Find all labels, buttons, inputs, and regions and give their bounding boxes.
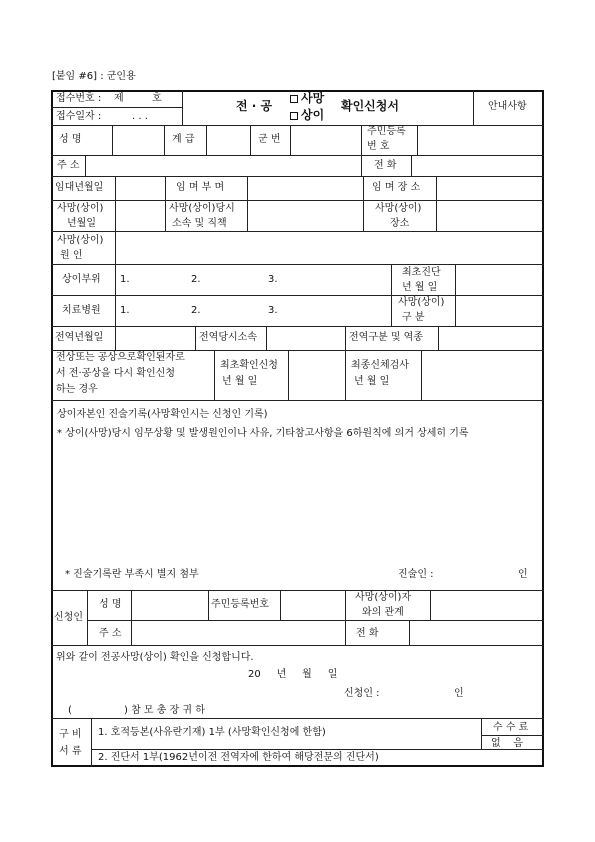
option-death[interactable]: 사망 <box>290 92 324 106</box>
death-date-label-2: 년월일 <box>67 218 96 229</box>
form-title-prefix: 전 · 공 <box>236 99 273 113</box>
form-title-suffix: 확인신청서 <box>341 99 399 113</box>
death-unit-field[interactable] <box>248 201 362 230</box>
rank-field[interactable] <box>207 126 249 154</box>
service-no-label: 군 번 <box>258 134 281 145</box>
applicant-phone-label: 전 화 <box>356 628 379 639</box>
stater-name-field[interactable] <box>440 566 512 582</box>
documents-label-2: 서 류 <box>59 746 82 757</box>
recipient-label: ) 참 모 총 장 귀 하 <box>124 705 205 716</box>
recipient-open: ( <box>68 705 72 716</box>
applicant-resident-no-label: 주민등록번호 <box>211 599 269 610</box>
declaration-seal: 인 <box>454 688 464 699</box>
receipt-date-label: 접수일자 : <box>56 111 102 122</box>
receipt-no-suffix: 호 <box>152 93 162 104</box>
service-no-field[interactable] <box>291 126 360 154</box>
statement-field[interactable] <box>56 444 540 564</box>
stater-label: 진술인 : <box>398 569 434 580</box>
death-date-label-1: 사망(상이) <box>57 203 104 214</box>
enlist-date-field[interactable] <box>116 177 164 199</box>
first-confirm-label-2: 년 월 일 <box>222 376 258 387</box>
statement-note: * 상이(사망)당시 임무상황 및 발생원인이나 사유, 기타참고사항을 6하원칙에 의거 상세히 기록 <box>57 428 469 439</box>
hospital-label: 치료병원 <box>62 305 101 316</box>
enlist-unit-label: 임 며 부 며 <box>176 182 225 193</box>
death-unit-label-1: 사망(상이)당시 <box>169 203 235 214</box>
address-label: 주 소 <box>57 160 80 171</box>
resident-no-label-2: 번 호 <box>367 141 390 152</box>
injury-part-3: 3. <box>268 274 278 285</box>
attachment-label: [붙임 #6] : 군인용 <box>52 71 136 82</box>
declaration-text: 위와 같이 전공사망(상이) 확인을 신청합니다. <box>56 652 254 663</box>
first-diagnosis-field[interactable] <box>456 265 542 294</box>
discharge-unit-label: 전역당시소속 <box>199 332 257 343</box>
guide-label: 안내사항 <box>488 101 527 112</box>
reapply-label-3: 하는 경우 <box>56 384 98 395</box>
death-type-label-1: 사망(상이) <box>398 297 445 308</box>
first-diagnosis-label-1: 최초진단 <box>402 267 441 278</box>
declaration-applicant-label: 신청인 : <box>344 688 380 699</box>
final-exam-field[interactable] <box>422 351 542 399</box>
cause-label-1: 사망(상이) <box>57 235 104 246</box>
enlist-place-field[interactable] <box>437 177 542 199</box>
enlist-place-label: 임 며 장 소 <box>372 182 421 193</box>
cause-field[interactable] <box>116 232 542 263</box>
declaration-date: 20 년 월 일 <box>248 669 338 680</box>
injury-part-1: 1. <box>120 274 130 285</box>
death-type-label-2: 구 분 <box>402 312 425 323</box>
applicant-address-field[interactable] <box>132 621 344 644</box>
documents-item-2: 2. 진단서 1부(1962년이전 전역자에 한하여 해당전문의 진단서) <box>98 752 379 763</box>
discharge-date-label: 전역년월일 <box>55 332 104 343</box>
statement-attach-note: * 진술기록란 부족시 별지 첨부 <box>65 569 199 580</box>
applicant-name-field[interactable] <box>132 591 207 619</box>
receipt-no-prefix: 제 <box>114 93 124 104</box>
first-confirm-label-1: 최초확인신청 <box>220 360 278 371</box>
resident-no-label-1: 주민등록 <box>367 126 406 137</box>
injury-part-2: 2. <box>191 274 201 285</box>
name-label: 성 명 <box>59 134 82 145</box>
receipt-no-label: 접수번호 : <box>56 93 102 104</box>
documents-label-1: 구 비 <box>59 729 82 740</box>
discharge-type-field[interactable] <box>439 327 542 349</box>
discharge-date-field[interactable] <box>116 327 194 349</box>
final-exam-label-2: 년 월 일 <box>354 376 390 387</box>
reapply-label-2: 서 전·공상을 다시 확인신청 <box>56 368 175 379</box>
fee-value: 없 음 <box>491 738 524 749</box>
applicant-relation-field[interactable] <box>431 591 542 619</box>
applicant-phone-field[interactable] <box>410 621 542 644</box>
cause-label-2: 원 인 <box>60 250 83 261</box>
discharge-type-label: 전역구분 및 역종 <box>349 332 423 343</box>
checkbox-icon <box>290 112 298 120</box>
first-diagnosis-label-2: 년 월 일 <box>402 282 438 293</box>
receipt-date-dots: . . . <box>132 111 148 122</box>
declaration-applicant-field[interactable] <box>388 685 448 701</box>
option-injury[interactable]: 상이 <box>290 109 324 123</box>
documents-item-1: 1. 호적등본(사유란기재) 1부 (사망확인신청에 한함) <box>98 727 326 738</box>
recipient-field[interactable] <box>76 702 122 717</box>
stater-seal: 인 <box>518 569 528 580</box>
death-place-label-2: 장소 <box>390 218 410 229</box>
applicant-label: 신청인 <box>54 612 83 623</box>
phone-label: 전 화 <box>374 160 397 171</box>
death-place-label-1: 사망(상이) <box>375 203 422 214</box>
death-place-field[interactable] <box>437 201 542 230</box>
first-confirm-field[interactable] <box>289 351 344 399</box>
statement-title: 상이자본인 진술기록(사망확인시는 신청인 기록) <box>57 409 268 420</box>
reapply-label-1: 전상또는 공상으로확인된자로 <box>56 352 185 363</box>
hospital-3: 3. <box>268 305 278 316</box>
rank-label: 계 급 <box>172 134 195 145</box>
applicant-relation-label-1: 사망(상이)자 <box>355 592 412 603</box>
hospital-1: 1. <box>120 305 130 316</box>
death-type-field[interactable] <box>456 296 542 325</box>
death-unit-label-2: 소속 및 직책 <box>172 218 227 229</box>
checkbox-icon <box>290 95 298 103</box>
death-date-field[interactable] <box>116 201 164 230</box>
enlist-date-label: 임대년월일 <box>55 182 104 193</box>
hospital-2: 2. <box>191 305 201 316</box>
discharge-unit-field[interactable] <box>267 327 344 349</box>
applicant-relation-label-2: 와의 관계 <box>362 607 404 618</box>
applicant-resident-no-field[interactable] <box>281 591 344 619</box>
final-exam-label-1: 최종신체검사 <box>351 360 409 371</box>
address-field[interactable] <box>86 156 360 175</box>
phone-field[interactable] <box>412 156 542 175</box>
name-field[interactable] <box>113 126 163 154</box>
applicant-name-label: 성 명 <box>99 599 122 610</box>
applicant-address-label: 주 소 <box>99 628 122 639</box>
fee-label: 수 수 료 <box>493 722 529 733</box>
resident-no-field[interactable] <box>418 126 542 154</box>
enlist-unit-field[interactable] <box>248 177 362 199</box>
injury-part-label: 상이부위 <box>62 274 101 285</box>
